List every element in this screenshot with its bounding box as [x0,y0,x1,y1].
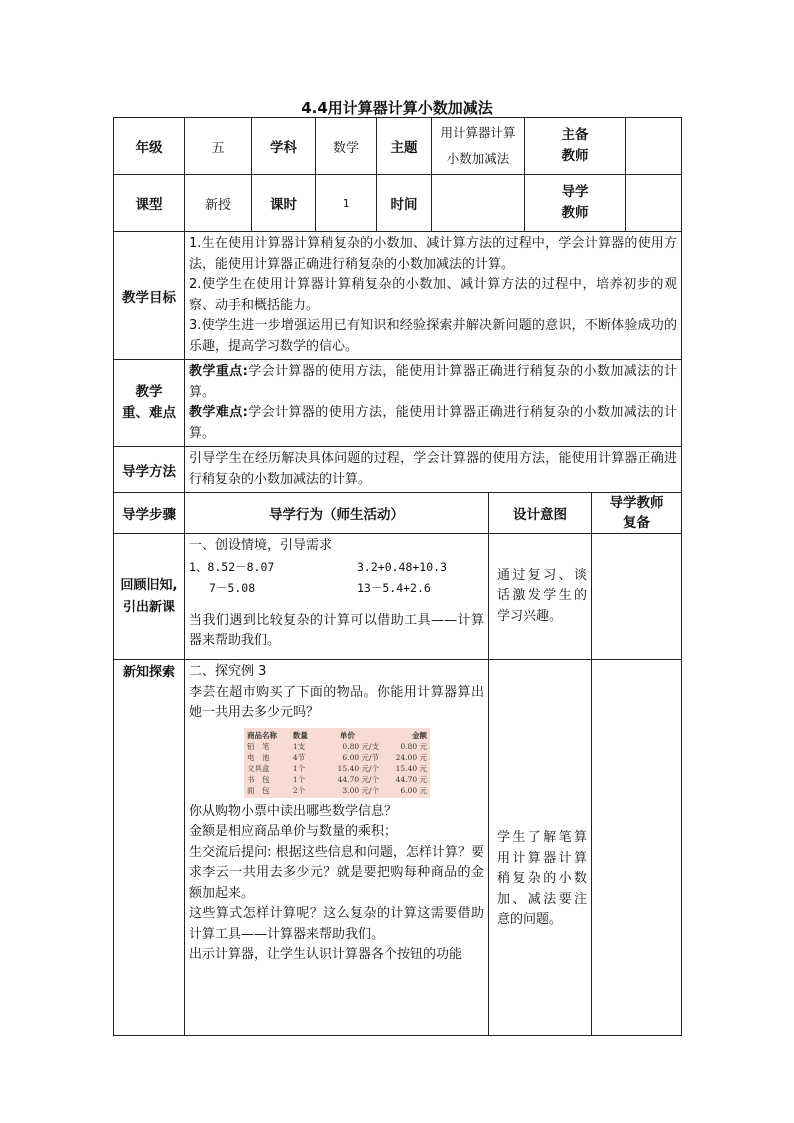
section-explore-prep [592,660,682,1036]
steps-column-header: 导学步骤 [114,493,185,534]
time-value [432,175,525,232]
teacher-label-line1: 主备 [561,127,589,143]
prep-column-header-line1: 导学教师 [609,495,664,511]
calc-expression: 7－5.08 [209,580,256,595]
receipt-cell: 4节 [292,752,306,762]
receipt-cell: 0.80 元 [400,741,427,751]
receipt-cell: 15.40 元/个 [337,763,380,773]
receipt-cell: 3.00 元/个 [342,785,380,795]
goal-item: 2.使学生在使用计算器计算稍复杂的小数加、减计算方法的过程中，培养初步的观察、动手和概括能力。 [189,277,678,313]
goal-item: 1.生在使用计算器计算稍复杂的小数加、减计算方法的过程中，学会计算器的使用方法，能使用计算器正确进行稍复杂的小数加减法的计算。 [189,236,678,272]
receipt-row [247,763,427,774]
key-points-content [185,360,682,447]
period-value: 1 [316,175,377,232]
topic-label: 主题 [377,118,432,175]
key-points-label-line1: 教学 [135,384,163,400]
receipt-cell: 1个 [292,774,306,784]
explore-line: 你从购物小票中读出哪些数学信息？ [189,803,398,819]
prep-column-header [592,493,682,534]
section-review-prep [592,534,682,660]
calc-expression: 3.2+0.48+10.3 [357,559,448,574]
receipt-cell: 44.70 元 [395,774,427,784]
topic-value-line2: 小数加减法 [446,151,510,166]
prep-column-header-line2: 复备 [623,515,651,531]
receipt-cell: 0.80 元/支 [342,741,380,751]
period-label: 课时 [252,175,316,232]
receipt-cell: 1个 [292,763,306,773]
section-explore-intent: 学生了解笔算用计算器计算稍复杂的小数加、减法要注意的问题。 [489,660,592,1036]
focus-label: 教学重点: [189,364,248,379]
goal-item: 3.使学生进一步增强运用已有知识和经验探索并解决新问题的意识，不断体验成功的乐趣，提高学习数学的信心。 [189,318,678,354]
goals-label: 教学目标 [114,232,185,360]
header-row-2 [114,175,682,232]
receipt-row [247,785,427,796]
section-explore-step: 新知探索 [114,660,185,1036]
receipt-row [247,752,427,763]
calc-expression: 13－5.4+2.6 [357,580,431,595]
difficulty-label: 教学难点: [189,405,248,420]
receipt-cell: 电 池 [247,752,270,762]
key-points-row [114,360,682,447]
shopping-receipt [244,728,430,798]
actions-column-header: 导学行为（师生活动） [185,493,489,534]
receipt-header-cell: 数量 [292,730,308,740]
topic-value [432,118,525,175]
receipt-cell: 44.70 元/个 [337,774,380,784]
intent-column-header: 设计意图 [489,493,592,534]
page-title: 4.4用计算器计算小数加减法 [301,99,493,117]
section-review-step-line1: 回顾旧知, [120,577,178,593]
receipt-cell: 2个 [292,785,306,795]
steps-header-row [114,493,682,534]
receipt-cell: 15.40 元 [395,763,427,773]
grade-label: 年级 [114,118,185,175]
explore-line: 生交流后提问: 根据这些信息和问题，怎样计算？要求李云一共用去多少元？就是要把购每种商品的金额加起来。 [189,844,484,901]
receipt-cell: 24.00 元 [395,752,427,762]
key-points-label [114,360,185,447]
grade-value: 五 [185,118,252,175]
teacher-label-line2: 教师 [561,148,589,164]
calc-row-1 [189,557,484,578]
section-review-row [114,534,682,660]
receipt-header-cell: 金额 [412,730,427,740]
difficulty-text: 学会计算器的使用方法，能使用计算器正确进行稍复杂的小数加减法的计算。 [189,405,677,441]
teacher-label [525,118,626,175]
receipt-cell: 6.00 元/节 [342,752,380,762]
section-explore-row [114,660,682,1036]
receipt-header-cell: 单价 [339,730,355,740]
goals-content [185,232,682,360]
problem-statement: 李芸在超市购买了下面的物品。你能用计算器算出她一共用去多少元吗？ [189,684,484,720]
method-row [114,447,682,493]
calc-row-2 [189,578,484,599]
explore-line: 这些算式怎样计算呢？这么复杂的计算这需要借助计算工具——计算器来帮助我们。 [189,906,484,942]
section-review-step [114,534,185,660]
receipt-table [247,730,427,796]
receipt-header-row [247,730,427,741]
section-review-heading: 一、创设情境，引导需求 [189,538,333,553]
guide-teacher-label-line1: 导学 [561,184,589,200]
receipt-row [247,741,427,752]
time-label: 时间 [377,175,432,232]
lesson-plan-table [113,117,682,1036]
receipt-cell: 文具盒 [247,763,270,773]
receipt-cell: 书 包 [247,774,270,784]
explore-line: 金额是相应商品单价与数量的乘积； [189,824,398,839]
teacher-value [626,118,682,175]
focus-paragraph [189,362,677,403]
method-label: 导学方法 [114,447,185,493]
receipt-cell: 面 包 [247,785,270,795]
calc-expression: 1、8.52－8.07 [189,559,275,574]
type-label: 课型 [114,175,185,232]
receipt-cell: 6.00 元 [400,785,427,795]
goals-row [114,232,682,360]
section-review-step-line2: 引出新课 [122,599,175,615]
subject-value: 数学 [316,118,377,175]
section-review-intent: 通过复习、谈话激发学生的学习兴趣。 [489,534,592,660]
focus-text: 学会计算器的使用方法，能使用计算器正确进行稍复杂的小数加减法的计算。 [189,364,677,400]
section-explore-heading: 二、探究例 3 [189,664,267,679]
type-value: 新授 [185,175,252,232]
receipt-header-cell: 商品名称 [247,730,277,740]
guide-teacher-value [626,175,682,232]
section-review-closing: 当我们遇到比较复杂的计算可以借助工具——计算器来帮助我们。 [189,612,484,648]
section-review-actions [185,534,489,660]
topic-value-line1: 用计算器计算 [440,125,516,140]
method-text: 引导学生在经历解决具体问题的过程，学会计算器的使用方法，能使用计算器正确进行稍复杂的小数加减法的计算。 [185,447,682,493]
receipt-cell: 铅 笔 [247,741,270,751]
section-explore-actions [185,660,489,1036]
receipt-cell: 1支 [292,741,306,751]
guide-teacher-label [525,175,626,232]
header-row-1 [114,118,682,175]
guide-teacher-label-line2: 教师 [561,205,589,221]
subject-label: 学科 [252,118,316,175]
receipt-row [247,774,427,785]
difficulty-paragraph [189,403,677,444]
explore-line: 出示计算器，让学生认识计算器各个按钮的功能 [189,947,463,962]
key-points-label-line2: 重、难点 [122,405,176,421]
